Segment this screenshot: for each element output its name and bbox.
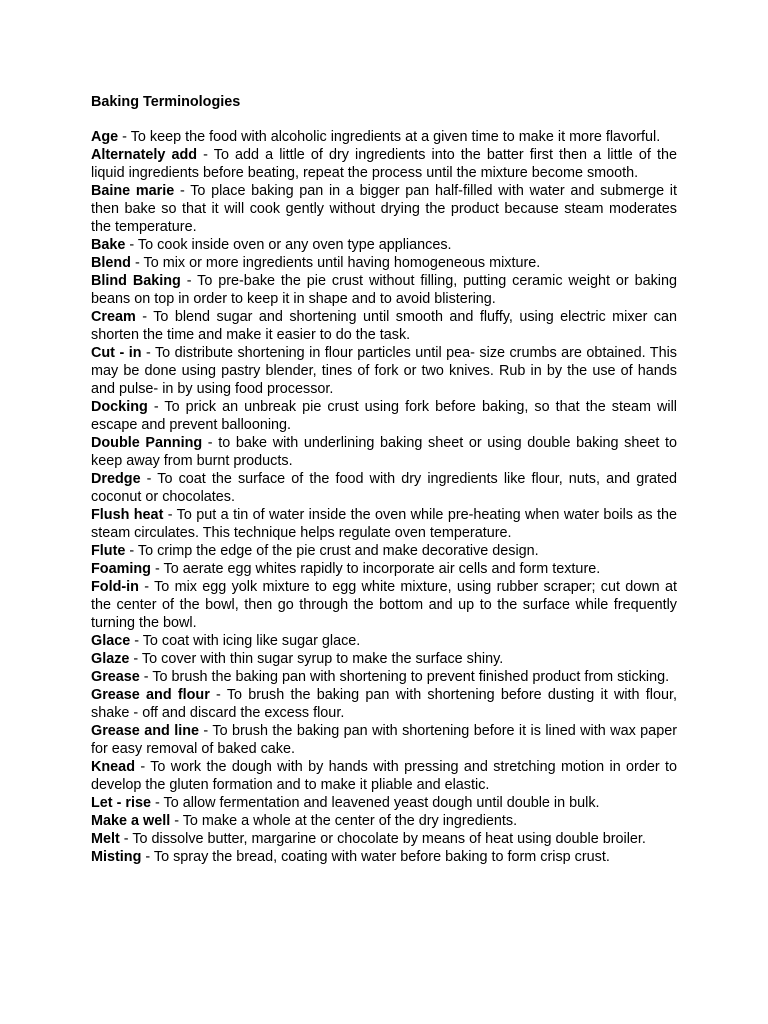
glossary-entry <box>91 812 677 830</box>
glossary-term: Dredge <box>91 471 141 487</box>
glossary-entry <box>91 344 677 398</box>
glossary-entry <box>91 470 677 506</box>
glossary-definition: - To crimp the edge of the pie crust and make decorative design. <box>125 543 539 559</box>
glossary-term: Grease <box>91 669 140 685</box>
glossary-term: Fold-in <box>91 579 139 595</box>
glossary-entry <box>91 506 677 542</box>
glossary-entry <box>91 632 677 650</box>
glossary-definition: - To place baking pan in a bigger pan half-filled with water and submerge it then bake so that it will cook gently without drying the product because steam moderates the temperature. <box>91 183 677 235</box>
glossary-term: Foaming <box>91 561 151 577</box>
glossary-term: Docking <box>91 399 148 415</box>
glossary-entry <box>91 128 677 146</box>
glossary-definition: - To pre-bake the pie crust without filling, putting ceramic weight or baking beans on top in order to keep it in shape and to avoid blistering. <box>91 273 677 307</box>
glossary-definition: - To add a little of dry ingredients into the batter first then a little of the liquid ingredients before beating, repeat the process until the mixture become smooth. <box>91 147 677 181</box>
glossary-definition: - To spray the bread, coating with water before baking to form crisp crust. <box>141 849 610 865</box>
glossary-entry <box>91 182 677 236</box>
glossary-entry <box>91 434 677 470</box>
glossary-entry <box>91 830 677 848</box>
glossary-entry <box>91 308 677 344</box>
glossary-definition: - To brush the baking pan with shortening to prevent finished product from sticking. <box>139 669 670 685</box>
glossary-definition: - To allow fermentation and leavened yeast dough until double in bulk. <box>150 795 600 811</box>
glossary-definition: - To mix or more ingredients until having homogeneous mixture. <box>130 255 541 271</box>
glossary-term: Make a well <box>91 813 171 829</box>
glossary-term: Flute <box>91 543 126 559</box>
glossary-entry <box>91 560 677 578</box>
glossary-term: Glaze <box>91 651 130 667</box>
document-title: Baking Terminologies <box>91 94 241 110</box>
glossary-entry <box>91 236 677 254</box>
document-body <box>91 93 677 866</box>
glossary-term: Grease and line <box>91 723 200 739</box>
glossary-term: Baine marie <box>91 183 175 199</box>
glossary-term: Double Panning <box>91 435 203 451</box>
glossary-definition: - To keep the food with alcoholic ingredients at a given time to make it more flavorful. <box>118 129 661 145</box>
glossary-definition: - To coat the surface of the food with dry ingredients like flour, nuts, and grated coconut or chocolates. <box>91 471 677 505</box>
glossary-definition: - To coat with icing like sugar glace. <box>130 633 361 649</box>
glossary-definition: - To dissolve butter, margarine or chocolate by means of heat using double broiler. <box>119 831 646 847</box>
glossary-term: Cream <box>91 309 136 325</box>
glossary-term: Glace <box>91 633 131 649</box>
glossary-entry <box>91 668 677 686</box>
glossary-definition: - To distribute shortening in flour particles until pea- size crumbs are obtained. This may be done using pastry blender, tines of fork or two knives. Rub in by the use of hands and pulse- in by using food processor. <box>91 345 677 397</box>
glossary-definition: - To prick an unbreak pie crust using fork before baking, so that the steam will escape and prevent ballooning. <box>91 399 677 433</box>
glossary-definition: - To brush the baking pan with shortening before it is lined with wax paper for easy removal of baked cake. <box>91 723 677 757</box>
glossary-term: Blend <box>91 255 131 271</box>
glossary-term: Age <box>91 129 119 145</box>
glossary-definition: - To work the dough with by hands with pressing and stretching motion in order to develop the gluten formation and to make it pliable and elastic. <box>91 759 677 793</box>
glossary-term: Blind Baking <box>91 273 181 289</box>
glossary-term: Misting <box>91 849 142 865</box>
glossary-entry <box>91 650 677 668</box>
glossary-term: Alternately add <box>91 147 198 163</box>
glossary-term: Flush heat <box>91 507 164 523</box>
glossary-term: Melt <box>91 831 120 847</box>
glossary-entry <box>91 146 677 182</box>
glossary-definition: - to bake with underlining baking sheet or using double baking sheet to keep away from burnt products. <box>91 435 678 469</box>
glossary-entry <box>91 686 677 722</box>
glossary-definition: - To mix egg yolk mixture to egg white mixture, using rubber scraper; cut down at the center of the bowl, then go through the bottom and up to the surface while frequently turning the bowl. <box>91 579 677 631</box>
glossary-term: Cut - in <box>91 345 142 361</box>
glossary-definition: - To make a whole at the center of the dry ingredients. <box>170 813 518 829</box>
glossary-definition: - To brush the baking pan with shortening before dusting it with flour, shake - off and discard the excess flour. <box>91 687 677 721</box>
glossary-entry <box>91 398 677 434</box>
glossary-entry <box>91 722 677 758</box>
glossary-definition: - To cover with thin sugar syrup to make the surface shiny. <box>129 651 504 667</box>
glossary-entry <box>91 848 677 866</box>
glossary-entry <box>91 758 677 794</box>
glossary-term: Knead <box>91 759 135 775</box>
glossary-term: Let - rise <box>91 795 151 811</box>
glossary-entry <box>91 254 677 272</box>
glossary-term: Bake <box>91 237 126 253</box>
glossary-entry <box>91 578 677 632</box>
glossary-list <box>91 128 677 866</box>
glossary-definition: - To cook inside oven or any oven type appliances. <box>125 237 452 253</box>
glossary-entry <box>91 794 677 812</box>
glossary-definition: - To blend sugar and shortening until smooth and fluffy, using electric mixer can shorten the time and make it easier to do the task. <box>91 309 677 343</box>
glossary-definition: - To put a tin of water inside the oven while pre-heating when water boils as the steam circulates. This technique helps regulate oven temperature. <box>91 507 677 541</box>
glossary-entry <box>91 272 677 308</box>
glossary-term: Grease and flour <box>91 687 210 703</box>
glossary-entry <box>91 542 677 560</box>
glossary-definition: - To aerate egg whites rapidly to incorporate air cells and form texture. <box>150 561 601 577</box>
